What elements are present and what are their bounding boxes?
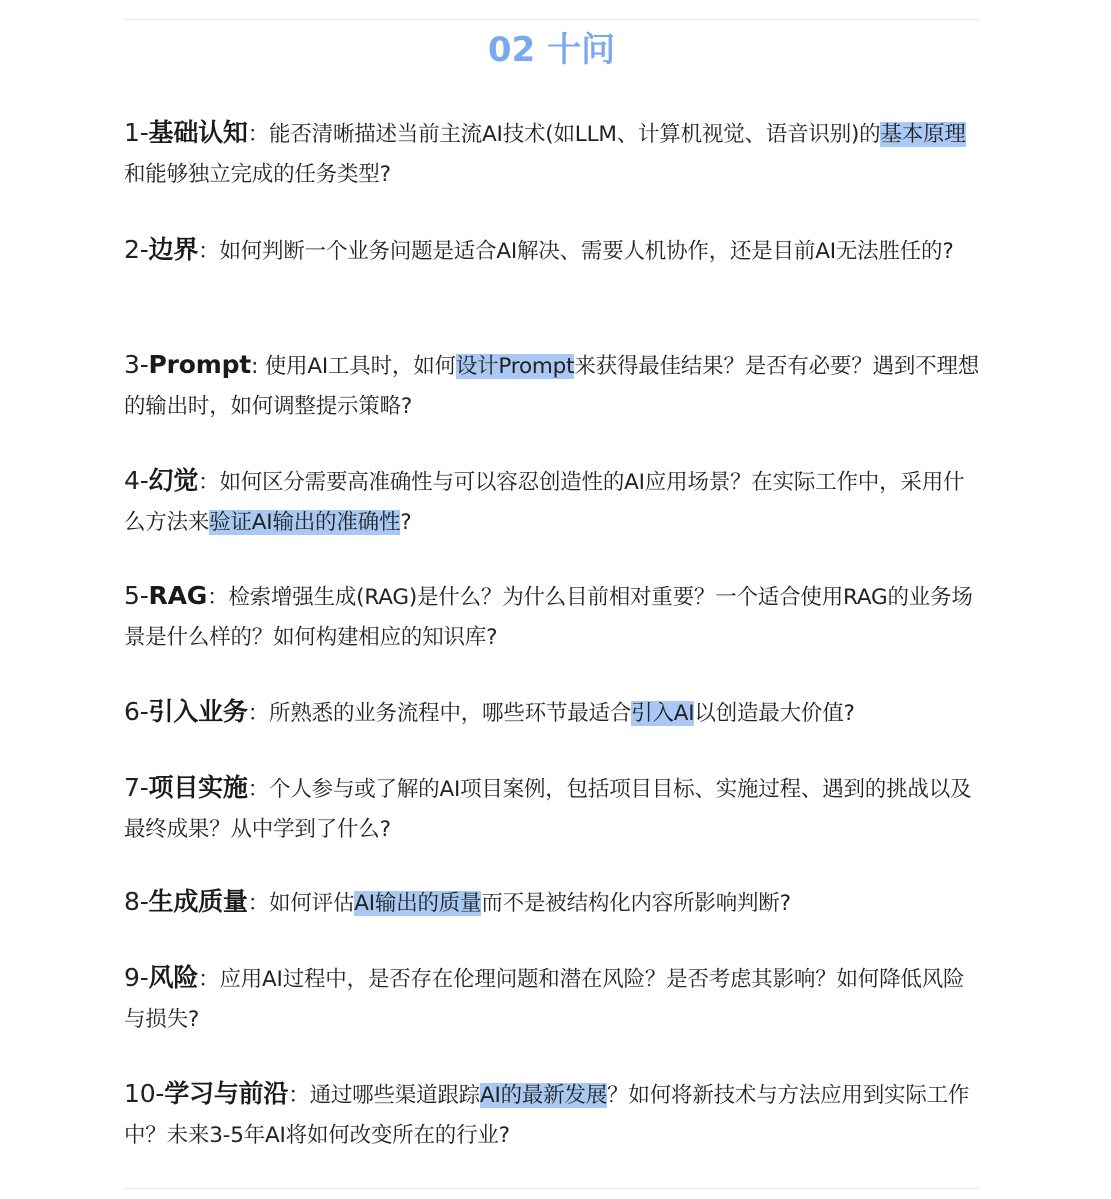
question-item-3	[124, 345, 984, 427]
question-number: 2-	[124, 235, 149, 264]
page-title: 02 十问	[487, 30, 616, 70]
question-text-tail: 来获得最佳结果？是否有必要？遇到不理想的输出时，如何调整提示策略?	[124, 354, 980, 419]
question-separator: ：	[247, 777, 270, 802]
question-keyword: 引入业务	[148, 697, 248, 726]
question-text: 检索增强生成(RAG)是什么？为什么目前相对重要？一个适合使用RAG的业务场景是什么样的？如何构建相应的知识库?	[124, 585, 973, 650]
question-separator: ：	[247, 122, 270, 147]
question-text: 应用AI过程中，是否存在伦理问题和潜在风险？是否考虑其影响？如何降低风险与损失?	[124, 967, 965, 1032]
question-separator: ：	[247, 701, 270, 726]
question-separator: ：	[198, 470, 220, 495]
question-number: 1-	[124, 118, 149, 147]
question-separator: :	[251, 354, 265, 379]
question-item-4	[124, 461, 984, 543]
question-keyword: 幻觉	[148, 466, 199, 495]
question-text: 如何判断一个业务问题是适合AI解决、需要人机协作，还是目前AI无法胜任的?	[219, 239, 954, 264]
question-text: 如何评估	[269, 891, 355, 916]
question-text: 使用AI工具时，如何	[264, 354, 456, 379]
question-separator: ：	[198, 239, 220, 264]
question-number: 8-	[124, 887, 149, 916]
question-text-tail: 以创造最大价值?	[694, 701, 855, 726]
question-item-9	[124, 958, 984, 1040]
question-keyword: RAG	[148, 581, 208, 610]
highlighted-text: 基本原理	[880, 122, 966, 147]
top-divider	[124, 19, 979, 20]
question-item-6	[124, 692, 984, 734]
question-item-2	[124, 230, 984, 272]
question-keyword: 边界	[148, 235, 199, 264]
question-keyword: 学习与前沿	[164, 1079, 289, 1108]
highlighted-text: 验证AI输出的准确性	[209, 510, 401, 535]
question-text-tail: ？如何将新技术与方法应用到实际工作中？未来3-5年AI将如何改变所在的行业?	[124, 1083, 970, 1148]
question-item-7	[124, 768, 984, 850]
question-separator: ：	[288, 1083, 310, 1108]
question-separator: ：	[207, 585, 229, 610]
question-separator: ：	[198, 967, 220, 992]
highlighted-text: AI的最新发展	[479, 1083, 608, 1108]
question-item-5	[124, 576, 984, 658]
question-number: 9-	[124, 963, 149, 992]
question-text: 如何区分需要高准确性与可以容忍创造性的AI应用场景？在实际工作中，采用什么方法来	[124, 470, 965, 535]
question-keyword: 基础认知	[148, 118, 248, 147]
question-number: 6-	[124, 697, 149, 726]
question-text-tail: ?	[400, 510, 412, 535]
question-number: 4-	[124, 466, 149, 495]
question-number: 5-	[124, 581, 149, 610]
highlighted-text: 设计Prompt	[455, 354, 575, 379]
question-number: 7-	[124, 773, 149, 802]
question-keyword: 风险	[148, 963, 199, 992]
question-text-tail: 和能够独立完成的任务类型?	[124, 162, 391, 187]
question-text: 通过哪些渠道跟踪	[309, 1083, 480, 1108]
question-number: 10-	[124, 1079, 165, 1108]
highlighted-text: AI输出的质量	[354, 891, 482, 916]
question-text: 所熟悉的业务流程中，哪些环节最适合	[269, 701, 632, 726]
question-item-8	[124, 882, 984, 924]
question-item-1	[124, 113, 984, 195]
question-separator: ：	[247, 891, 270, 916]
question-text: 能否清晰描述当前主流AI技术(如LLM、计算机视觉、语音识别)的	[269, 122, 881, 147]
bottom-divider	[124, 1188, 979, 1189]
question-item-10	[124, 1074, 984, 1156]
question-text: 个人参与或了解的AI项目案例，包括项目目标、实施过程、遇到的挑战以及最终成果？从中学到了什么?	[124, 777, 972, 842]
question-text-tail: 而不是被结构化内容所影响判断?	[481, 891, 791, 916]
highlighted-text: 引入AI	[631, 701, 695, 726]
question-keyword: Prompt	[148, 350, 252, 379]
question-keyword: 项目实施	[148, 773, 248, 802]
question-number: 3-	[124, 350, 149, 379]
question-keyword: 生成质量	[148, 887, 248, 916]
